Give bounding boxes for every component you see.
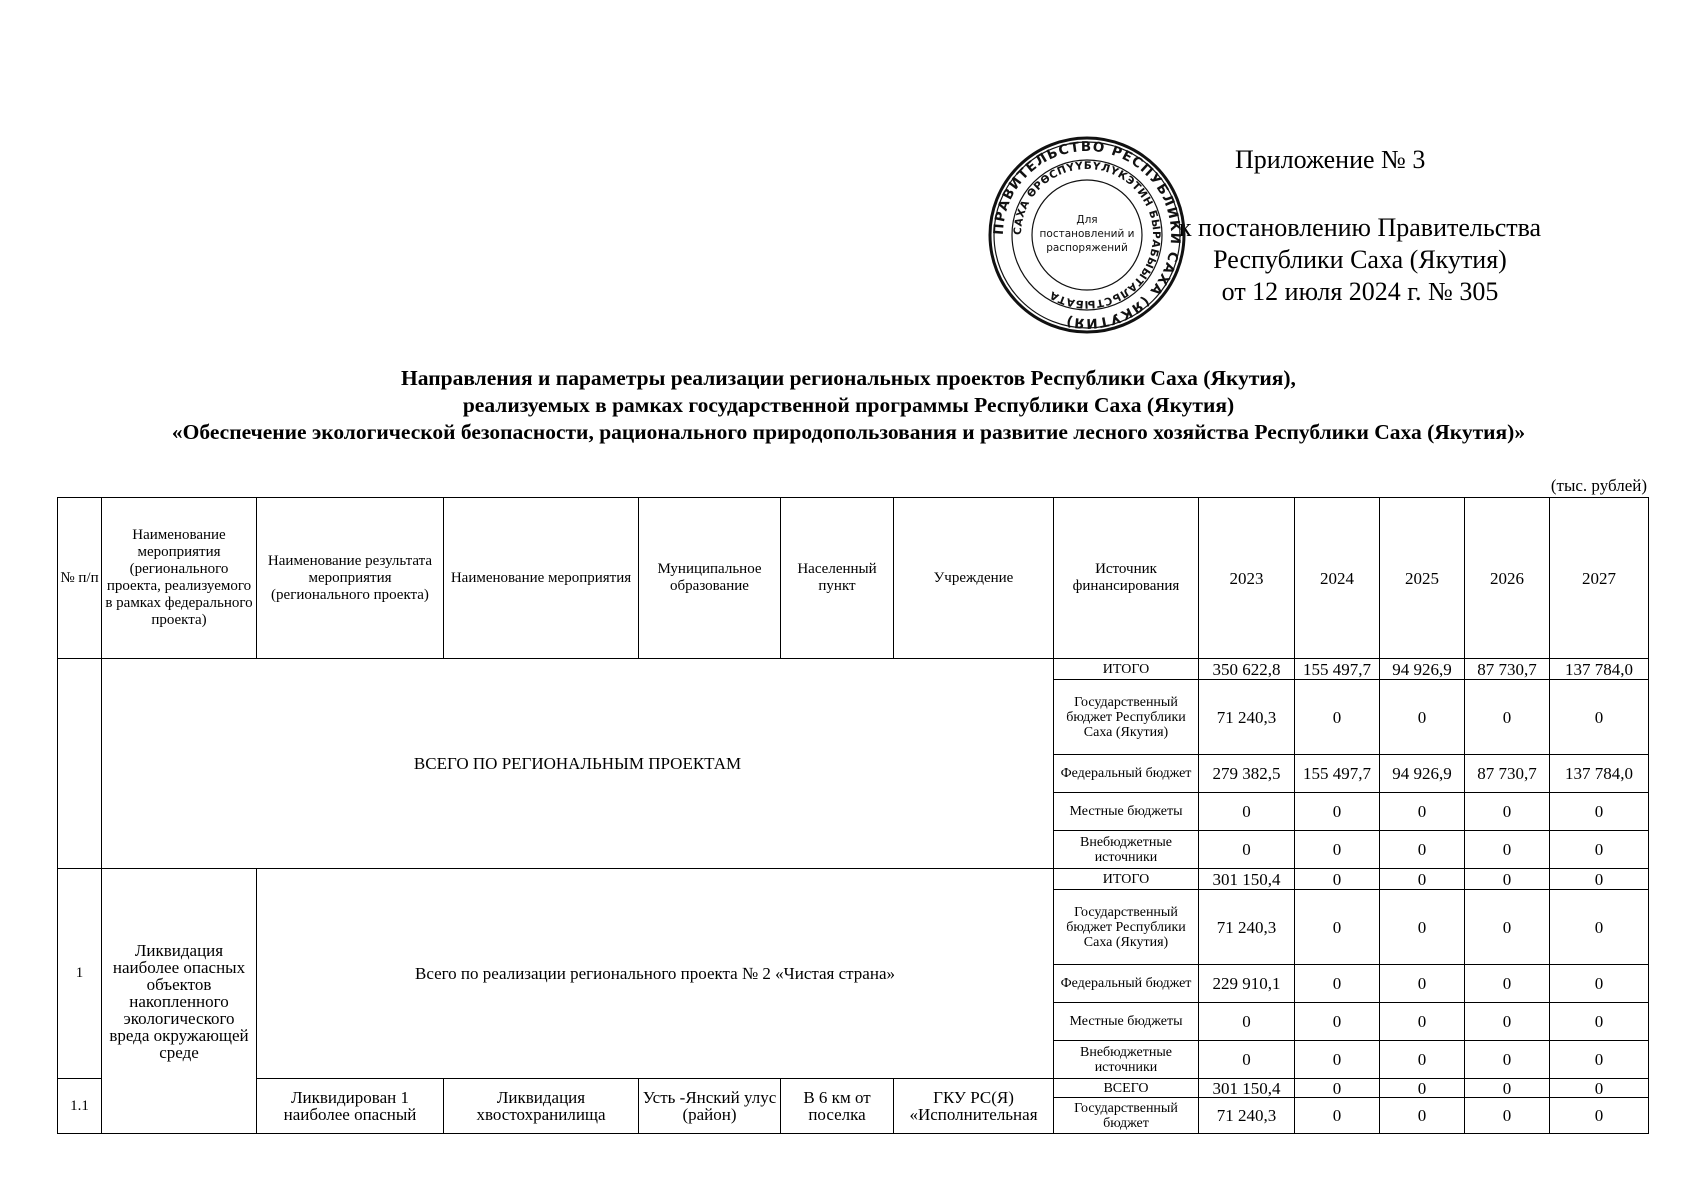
value-2023: 229 910,1 <box>1199 965 1295 1003</box>
header-municipality: Муниципальное образование <box>639 498 781 659</box>
value-2026: 0 <box>1465 890 1550 965</box>
value-2024: 0 <box>1295 869 1380 890</box>
item-1-1-result: Ликвидирован 1 наиболее опасный <box>257 1079 444 1134</box>
total-label: ВСЕГО ПО РЕГИОНАЛЬНЫМ ПРОЕКТАМ <box>102 659 1054 869</box>
header-result-name: Наименование результата мероприятия (регионального проекта) <box>257 498 444 659</box>
value-2027: 0 <box>1550 1041 1649 1079</box>
value-2024: 155 497,7 <box>1295 659 1380 680</box>
value-2023: 71 240,3 <box>1199 1098 1295 1134</box>
source-cell: Внебюджетные источники <box>1054 1041 1199 1079</box>
value-2025: 94 926,9 <box>1380 659 1465 680</box>
value-2025: 0 <box>1380 680 1465 755</box>
header-year-2023: 2023 <box>1199 498 1295 659</box>
value-2023: 71 240,3 <box>1199 680 1295 755</box>
source-cell: Местные бюджеты <box>1054 793 1199 831</box>
resolution-line-3: от 12 июля 2024 г. № 305 <box>1221 277 1499 306</box>
value-2026: 87 730,7 <box>1465 659 1550 680</box>
value-2023: 350 622,8 <box>1199 659 1295 680</box>
title-line-3: «Обеспечение экологической безопасности, рационального природопользования и развитие лесного хозяйства Республики Саха (Якутия)» <box>171 420 1526 444</box>
value-2027: 0 <box>1550 793 1649 831</box>
table-row <box>58 659 1649 680</box>
value-2025: 94 926,9 <box>1380 755 1465 793</box>
value-2025: 0 <box>1380 869 1465 890</box>
value-2026: 0 <box>1465 793 1550 831</box>
value-2024: 0 <box>1295 1079 1380 1098</box>
header-year-2027: 2027 <box>1550 498 1649 659</box>
project-1-label: Всего по реализации регионального проекта № 2 «Чистая страна» <box>257 869 1054 1079</box>
value-2024: 0 <box>1295 680 1380 755</box>
value-2026: 0 <box>1465 1003 1550 1041</box>
appendix-number: Приложение № 3 <box>1235 145 1426 174</box>
source-cell: Федеральный бюджет <box>1054 755 1199 793</box>
value-2027: 0 <box>1550 1079 1649 1098</box>
title-line-2: реализуемых в рамках государственной программы Республики Саха (Якутия) <box>462 393 1235 417</box>
item-1-1-institution: ГКУ РС(Я) «Исполнительная <box>894 1079 1054 1134</box>
source-cell: Федеральный бюджет <box>1054 965 1199 1003</box>
resolution-line-1: к постановлению Правительства <box>1178 213 1542 242</box>
source-cell: ИТОГО <box>1054 659 1199 680</box>
value-2026: 87 730,7 <box>1465 755 1550 793</box>
header-year-2024: 2024 <box>1295 498 1380 659</box>
item-1-1-locality: В 6 км от поселка <box>781 1079 894 1134</box>
header-locality: Населенный пункт <box>781 498 894 659</box>
value-2023: 279 382,5 <box>1199 755 1295 793</box>
header-year-2026: 2026 <box>1465 498 1550 659</box>
value-2026: 0 <box>1465 680 1550 755</box>
value-2027: 0 <box>1550 869 1649 890</box>
source-cell: Государственный бюджет Республики Саха (Якутия) <box>1054 680 1199 755</box>
resolution-line-2: Республики Саха (Якутия) <box>1213 245 1507 274</box>
value-2024: 155 497,7 <box>1295 755 1380 793</box>
value-2025: 0 <box>1380 965 1465 1003</box>
table-row <box>58 1079 1649 1098</box>
header-year-2025: 2025 <box>1380 498 1465 659</box>
value-2027: 0 <box>1550 965 1649 1003</box>
table-row <box>58 869 1649 890</box>
value-2024: 0 <box>1295 793 1380 831</box>
header-num: № п/п <box>58 498 102 659</box>
value-2025: 0 <box>1380 831 1465 869</box>
value-2025: 0 <box>1380 793 1465 831</box>
value-2023: 71 240,3 <box>1199 890 1295 965</box>
source-cell: Государственный бюджет Республики Саха (Якутия) <box>1054 890 1199 965</box>
title-line-1: Направления и параметры реализации региональных проектов Республики Саха (Якутия), <box>401 366 1296 390</box>
value-2027: 0 <box>1550 680 1649 755</box>
value-2023: 301 150,4 <box>1199 869 1295 890</box>
source-cell: ИТОГО <box>1054 869 1199 890</box>
value-2026: 0 <box>1465 965 1550 1003</box>
value-2024: 0 <box>1295 965 1380 1003</box>
value-2026: 0 <box>1465 831 1550 869</box>
resolution-reference <box>1160 212 1560 308</box>
value-2027: 137 784,0 <box>1550 755 1649 793</box>
header-measure-name: Наименование мероприятия <box>444 498 639 659</box>
value-2023: 0 <box>1199 831 1295 869</box>
units-label: (тыс. рублей) <box>1550 476 1647 495</box>
source-cell: Внебюджетные источники <box>1054 831 1199 869</box>
projects-table <box>57 497 1649 1134</box>
item-1-1-num: 1.1 <box>58 1079 102 1134</box>
value-2026: 0 <box>1465 1079 1550 1098</box>
source-cell: Государственный бюджет <box>1054 1098 1199 1134</box>
value-2027: 0 <box>1550 1098 1649 1134</box>
item-1-1-measure: Ликвидация хвостохранилища <box>444 1079 639 1134</box>
document-title <box>0 365 1697 446</box>
value-2026: 0 <box>1465 1098 1550 1134</box>
value-2025: 0 <box>1380 890 1465 965</box>
value-2027: 137 784,0 <box>1550 659 1649 680</box>
value-2026: 0 <box>1465 1041 1550 1079</box>
value-2024: 0 <box>1295 831 1380 869</box>
value-2023: 0 <box>1199 793 1295 831</box>
official-seal <box>987 135 1187 335</box>
value-2023: 0 <box>1199 1003 1295 1041</box>
value-2024: 0 <box>1295 1003 1380 1041</box>
seal-center-line-2: постановлений и <box>1039 228 1135 240</box>
value-2027: 0 <box>1550 831 1649 869</box>
value-2023: 301 150,4 <box>1199 1079 1295 1098</box>
header-event-name: Наименование мероприятия (регионального проекта, реализуемого в рамках федерального проекта) <box>102 498 257 659</box>
value-2025: 0 <box>1380 1098 1465 1134</box>
total-num-cell <box>58 659 102 869</box>
value-2027: 0 <box>1550 890 1649 965</box>
header-institution: Учреждение <box>894 498 1054 659</box>
value-2025: 0 <box>1380 1041 1465 1079</box>
project-1-num: 1 <box>58 869 102 1079</box>
seal-center-line-3: распоряжений <box>1046 242 1128 254</box>
item-1-1-municipality: Усть -Янский улус (район) <box>639 1079 781 1134</box>
source-cell: ВСЕГО <box>1054 1079 1199 1098</box>
value-2027: 0 <box>1550 1003 1649 1041</box>
value-2024: 0 <box>1295 1041 1380 1079</box>
seal-inner-text: САХА ӨРӨСПҮҮБҮЛҮКЭТИН БЫРАБЫЫТАЛЬСТЫБАТА <box>1011 159 1163 311</box>
project-1-name: Ликвидация наиболее опасных объектов накопленного экологического вреда окружающей среде <box>102 869 257 1134</box>
value-2024: 0 <box>1295 890 1380 965</box>
source-cell: Местные бюджеты <box>1054 1003 1199 1041</box>
header-source: Источник финансирования <box>1054 498 1199 659</box>
table-header-row <box>58 498 1649 659</box>
value-2025: 0 <box>1380 1003 1465 1041</box>
seal-outer-text: ПРАВИТЕЛЬСТВО РЕСПУБЛИКИ САХА (ЯКУТИЯ) <box>990 138 1184 332</box>
value-2026: 0 <box>1465 869 1550 890</box>
value-2023: 0 <box>1199 1041 1295 1079</box>
seal-center-line-1: Для <box>1076 214 1098 226</box>
value-2024: 0 <box>1295 1098 1380 1134</box>
value-2025: 0 <box>1380 1079 1465 1098</box>
